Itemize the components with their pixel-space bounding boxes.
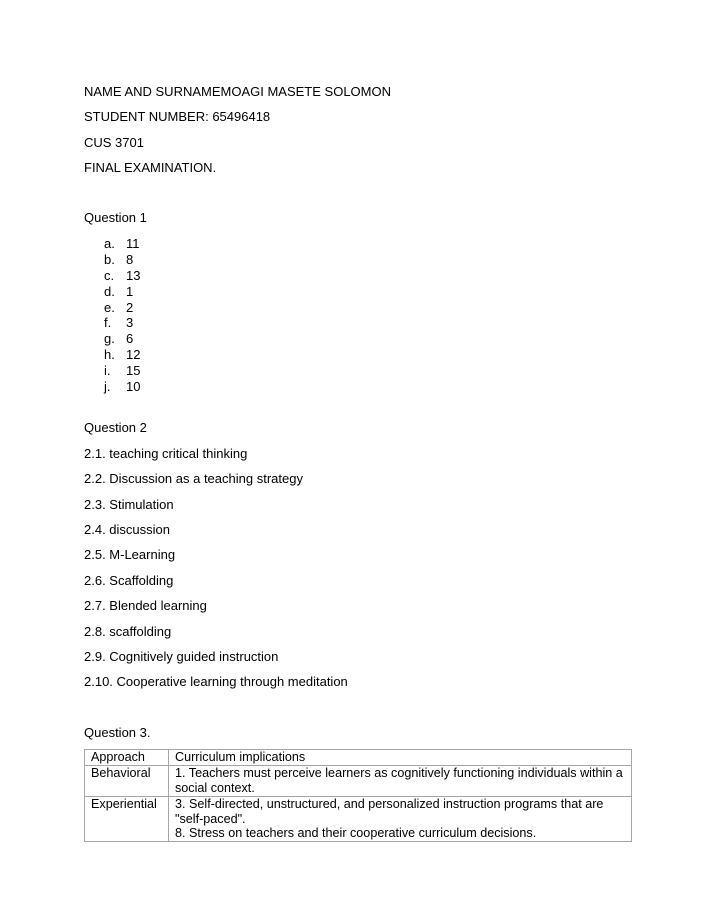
list-value: 10	[126, 379, 141, 395]
list-value: 8	[126, 251, 134, 267]
implications-cell	[169, 766, 632, 797]
list-item	[104, 252, 140, 268]
list-value: 12	[126, 347, 141, 363]
course-code-line: CUS 3701	[84, 135, 144, 150]
list-marker: b.	[104, 251, 115, 267]
implication-text: 8. Stress on teachers and their cooperative curriculum decisions.	[175, 826, 537, 841]
list-marker: e.	[104, 299, 115, 315]
implications-cell	[169, 797, 632, 842]
list-value: 11	[126, 236, 140, 251]
answer-line: 2.3. Stimulation	[84, 497, 174, 512]
list-marker: d.	[104, 283, 115, 299]
list-item	[104, 268, 140, 284]
approach-cell: Experiential	[85, 797, 169, 842]
question1-heading: Question 1	[84, 210, 147, 225]
list-item	[104, 347, 140, 363]
list-item	[104, 284, 140, 300]
question3-heading: Question 3.	[84, 725, 151, 740]
table-row	[85, 766, 632, 797]
table-header-cell: Approach	[85, 750, 169, 766]
table-header-row	[85, 750, 632, 766]
list-value: 3	[126, 315, 134, 331]
list-marker: f.	[104, 315, 112, 331]
question2-heading: Question 2	[84, 420, 147, 435]
list-item	[104, 379, 140, 395]
student-number-line: STUDENT NUMBER: 65496418	[84, 109, 271, 124]
name-line: NAME AND SURNAMEMOAGI MASETE SOLOMON	[84, 84, 391, 99]
answer-line: 2.10. Cooperative learning through meditation	[84, 674, 348, 689]
list-value: 15	[126, 363, 141, 379]
list-item	[104, 331, 140, 347]
list-marker: j.	[104, 379, 111, 395]
list-value: 2	[126, 299, 134, 315]
answer-line: 2.1. teaching critical thinking	[84, 446, 248, 461]
list-value: 1	[126, 283, 134, 299]
question1-answer-list	[104, 236, 140, 395]
list-marker: h.	[104, 347, 115, 363]
answer-line: 2.2. Discussion as a teaching strategy	[84, 471, 303, 486]
answer-line: 2.4. discussion	[84, 522, 170, 537]
list-marker: g.	[104, 331, 115, 347]
table-row	[85, 797, 632, 842]
answer-line: 2.6. Scaffolding	[84, 573, 174, 588]
answer-line: 2.7. Blended learning	[84, 598, 207, 613]
list-item	[104, 236, 140, 252]
list-marker: i.	[104, 363, 111, 379]
list-item	[104, 300, 140, 316]
list-marker: a.	[104, 236, 115, 251]
implication-text: 1. Teachers must perceive learners as cognitively functioning individuals within a social context.	[175, 766, 623, 795]
answer-line: 2.5. M-Learning	[84, 547, 176, 562]
table-header-cell: Curriculum implications	[169, 750, 632, 766]
curriculum-approach-table	[84, 749, 632, 842]
answer-line: 2.9. Cognitively guided instruction	[84, 649, 279, 664]
list-item	[104, 315, 140, 331]
exam-title-line: FINAL EXAMINATION.	[84, 160, 217, 175]
list-item	[104, 363, 140, 379]
answer-line: 2.8. scaffolding	[84, 624, 172, 639]
approach-cell: Behavioral	[85, 766, 169, 797]
list-value: 13	[126, 267, 141, 283]
implication-text: 3. Self-directed, unstructured, and personalized instruction programs that are "self-paced".	[175, 797, 604, 826]
list-marker: c.	[104, 267, 115, 283]
list-value: 6	[126, 331, 134, 347]
